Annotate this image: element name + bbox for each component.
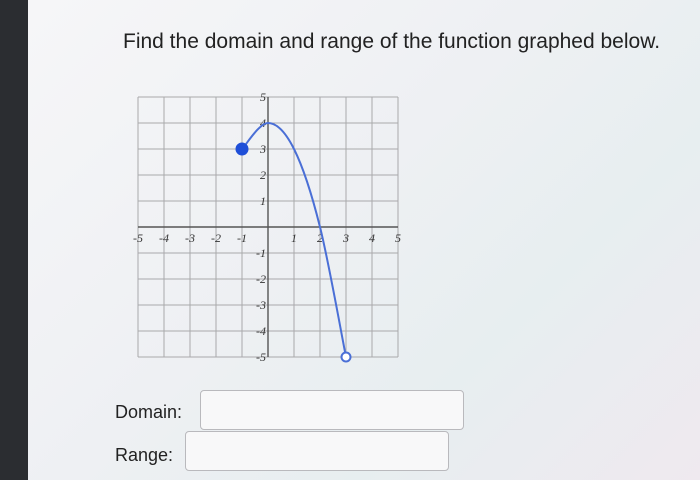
x-tick-label: 4 bbox=[369, 231, 375, 245]
x-tick-label: -5 bbox=[133, 231, 143, 245]
y-tick-label: 4 bbox=[260, 116, 266, 130]
y-tick-label: -3 bbox=[256, 298, 266, 312]
y-tick-label: 1 bbox=[260, 194, 266, 208]
x-tick-label: 2 bbox=[317, 231, 323, 245]
domain-input[interactable] bbox=[200, 390, 464, 430]
page bbox=[28, 0, 700, 480]
range-input[interactable] bbox=[185, 431, 449, 471]
y-tick-label: -5 bbox=[256, 350, 266, 364]
y-tick-label: -1 bbox=[256, 246, 266, 260]
x-tick-label: 3 bbox=[343, 231, 349, 245]
y-tick-label: 5 bbox=[260, 90, 266, 104]
x-tick-label: 1 bbox=[291, 231, 297, 245]
y-tick-label: 3 bbox=[260, 142, 266, 156]
domain-label: Domain: bbox=[115, 402, 183, 422]
y-tick-label: -4 bbox=[256, 324, 266, 338]
x-tick-label: -2 bbox=[211, 231, 221, 245]
question-text: Find the domain and range of the function graphed below. bbox=[123, 30, 661, 53]
x-tick-label: -4 bbox=[159, 231, 169, 245]
x-tick-label: -1 bbox=[237, 231, 247, 245]
x-tick-label: 5 bbox=[395, 231, 401, 245]
x-tick-label: -3 bbox=[185, 231, 195, 245]
open-endpoint bbox=[342, 353, 351, 362]
axes bbox=[138, 97, 398, 357]
range-label: Range: bbox=[115, 445, 174, 465]
closed-endpoint bbox=[237, 144, 248, 155]
y-tick-label: -2 bbox=[256, 272, 266, 286]
function-graph bbox=[123, 82, 413, 372]
y-tick-label: 2 bbox=[260, 168, 266, 182]
